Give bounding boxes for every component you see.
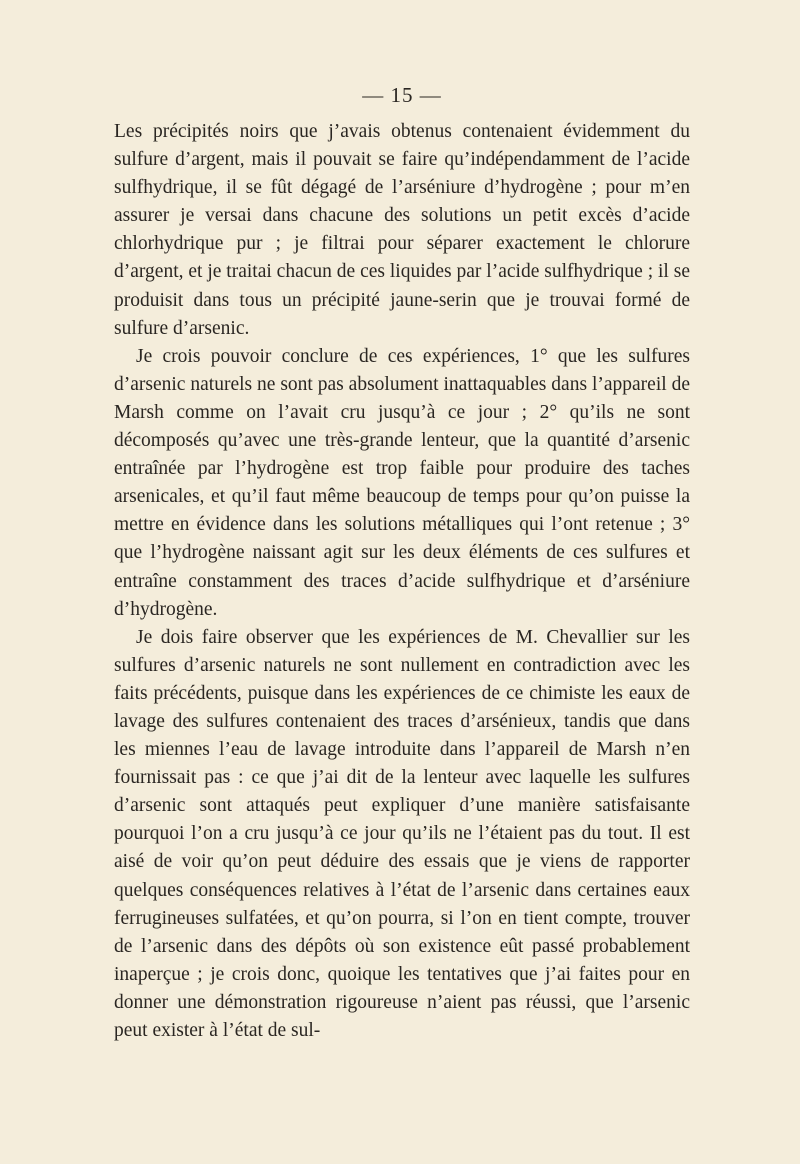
- paragraph-3: Je dois faire observer que les expériences de M. Chevallier sur les sulfures d’arsenic naturels ne sont nullement en contradiction avec les faits précédents, puisque dans les expériences de ce chimiste les eaux de lavage des sulfures contenaient des traces d’arsénieux, tandis que dans les miennes l’eau de lavage introduite dans l’appareil de Marsh n’en fournissait pas : ce que j’ai dit de la lenteur avec laquelle les sulfures d’arsenic sont attaqués peut expliquer d’une manière satisfaisante pourquoi l’on a cru jusqu’à ce jour qu’ils ne l’étaient pas du tout. Il est aisé de voir qu’on peut déduire des essais que je viens de rapporter quelques conséquences relatives à l’état de l’arsenic dans certaines eaux ferrugineuses sulfatées, et qu’on pourra, si l’on en tient compte, trouver de l’arsenic dans des dépôts où son existence eût passé probablement inaperçue ; je crois donc, quoique les tentatives que j’ai faites pour en donner une démonstration rigoureuse n’aient pas réussi, que l’arsenic peut exister à l’état de sul-: [114, 626, 690, 1041]
- paragraph-2: Je crois pouvoir conclure de ces expériences, 1° que les sulfures d’arsenic naturels ne sont pas absolument inattaquables dans l’appareil de Marsh comme on l’avait cru jusqu’à ce jour ; 2° qu’ils ne sont décomposés qu’avec une très-grande lenteur, que la quantité d’arsenic entraînée par l’hydrogène est trop faible pour produire des taches arsenicales, et qu’il faut même beaucoup de temps pour qu’on puisse la mettre en évidence dans les solutions métalliques qui l’ont retenue ; 3° que l’hydrogène naissant agit sur les deux éléments de ces sulfures et entraîne constamment des traces d’acide sulfhydrique et d’arséniure d’hydrogène.: [114, 345, 690, 620]
- paragraph-1: Les précipités noirs que j’avais obtenus contenaient évidemment du sulfure d’argent, mais il pouvait se faire qu’indépendamment de l’acide sulfhydrique, il se fût dégagé de l’arséniure d’hydrogène ; pour m’en assurer je versai dans chacune des solutions un petit excès d’acide chlorhydrique pur ; je filtrai pour séparer exactement le chlorure d’argent, et je traitai chacun de ces liquides par l’acide sulfhydrique ; il se produisit dans tous un précipité jaune-serin que je trouvai formé de sulfure d’arsenic.: [114, 121, 690, 339]
- page-number: — 15 —: [362, 83, 442, 107]
